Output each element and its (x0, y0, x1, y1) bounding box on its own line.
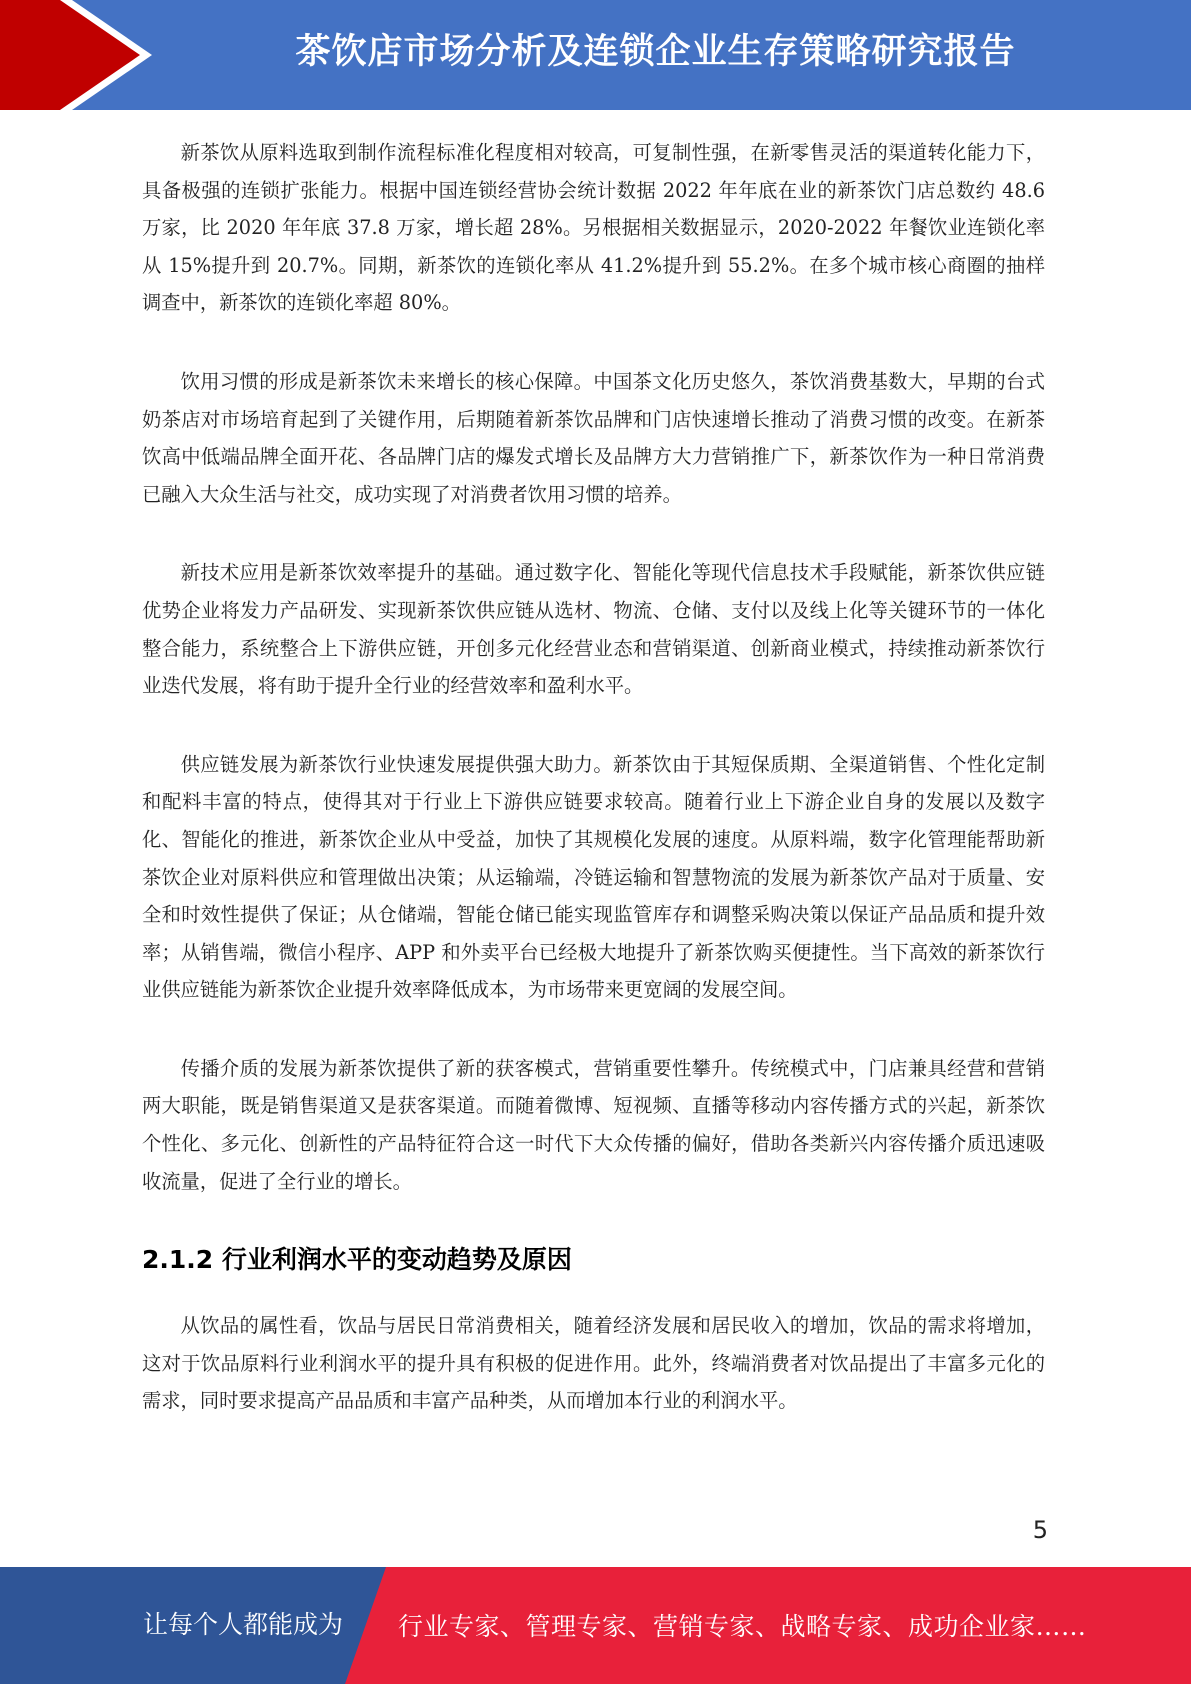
body-paragraph: 供应链发展为新茶饮行业快速发展提供强大助力。新茶饮由于其短保质期、全渠道销售、个性化定制和配料丰富的特点，使得其对于行业上下游供应链要求较高。随着行业上下游企业自身的发展以及数字化、智能化的推进，新茶饮企业从中受益，加快了其规模化发展的速度。从原料端，数字化管理能帮助新茶饮企业对原料供应和管理做出决策；从运输端，冷链运输和智慧物流的发展为新茶饮产品对于质量、安全和时效性提供了保证；从仓储端，智能仓储已能实现监管库存和调整采购决策以保证产品品质和提升效率；从销售端，微信小程序、APP 和外卖平台已经极大地提升了新茶饮购买便捷性。当下高效的新茶饮行业供应链能为新茶饮企业提升效率降低成本，为市场带来更宽阔的发展空间。 (142, 752, 1045, 1002)
header-red-arrow-decoration (0, 0, 150, 110)
footer-slogan-right: 行业专家、管理专家、营销专家、战略专家、成功企业家…… (398, 1612, 1087, 1641)
page-content (142, 134, 1045, 1461)
section-paragraph: 从饮品的属性看，饮品与居民日常消费相关，随着经济发展和居民收入的增加，饮品的需求将增加，这对于饮品原料行业利润水平的提升具有积极的促进作用。此外，终端消费者对饮品提出了丰富多元化的需求，同时要求提高产品品质和丰富产品种类，从而增加本行业的利润水平。 (142, 1314, 1045, 1413)
page-header (0, 0, 1191, 110)
page-number: 5 (1032, 1516, 1048, 1544)
body-paragraph: 饮用习惯的形成是新茶饮未来增长的核心保障。中国茶文化历史悠久，茶饮消费基数大，早期的台式奶茶店对市场培育起到了关键作用，后期随着新茶饮品牌和门店快速增长推动了消费习惯的改变。在新茶饮高中低端品牌全面开花、各品牌门店的爆发式增长及品牌方大力营销推广下，新茶饮作为一种日常消费已融入大众生活与社交，成功实现了对消费者饮用习惯的培养。 (142, 369, 1045, 506)
report-title: 茶饮店市场分析及连锁企业生存策略研究报告 (295, 32, 1016, 72)
page-footer (0, 1567, 1191, 1684)
body-paragraph: 传播介质的发展为新茶饮提供了新的获客模式，营销重要性攀升。传统模式中，门店兼具经营和营销两大职能，既是销售渠道又是获客渠道。而随着微博、短视频、直播等移动内容传播方式的兴起，新茶饮个性化、多元化、创新性的产品特征符合这一时代下大众传播的偏好，借助各类新兴内容传播介质迅速吸收流量，促进了全行业的增长。 (142, 1056, 1045, 1193)
body-paragraph: 新茶饮从原料选取到制作流程标准化程度相对较高，可复制性强，在新零售灵活的渠道转化能力下，具备极强的连锁扩张能力。根据中国连锁经营协会统计数据 2022 年年底在业的新茶饮门店总数约 48.6 万家，比 2020 年年底 37.8 万家，增长超 28%。另根据相关数据显示，2020-2022 年餐饮业连锁化率从 15%提升到 20.7%。同期，新茶饮的连锁化率从 41.2%提升到 55.2%。在多个城市核心商圈的抽样调查中，新茶饮的连锁化率超 80%。 (142, 141, 1045, 315)
section-heading: 2.1.2 行业利润水平的变动趋势及原因 (142, 1245, 572, 1275)
body-paragraph: 新技术应用是新茶饮效率提升的基础。通过数字化、智能化等现代信息技术手段赋能，新茶饮供应链优势企业将发力产品研发、实现新茶饮供应链从选材、物流、仓储、支付以及线上化等关键环节的一体化整合能力，系统整合上下游供应链，开创多元化经营业态和营销渠道、创新商业模式，持续推动新茶饮行业迭代发展，将有助于提升全行业的经营效率和盈利水平。 (142, 561, 1045, 698)
footer-slogan-left: 让每个人都能成为 (143, 1610, 344, 1639)
